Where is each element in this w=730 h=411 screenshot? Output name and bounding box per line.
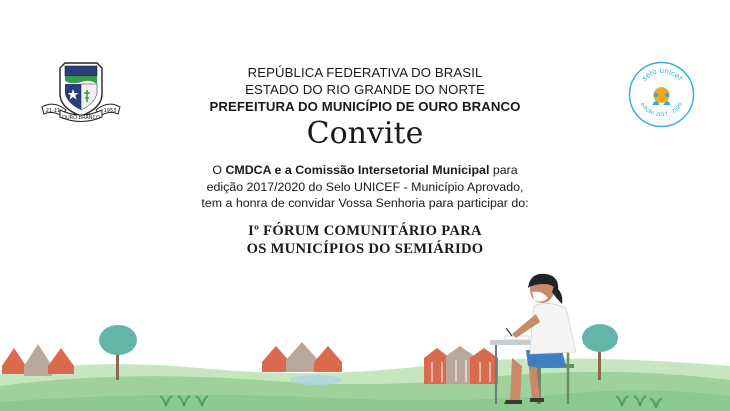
invitation-suffix: para	[489, 163, 518, 177]
houses-left	[2, 344, 74, 376]
ground-splash	[290, 375, 342, 385]
header-country: REPÚBLICA FEDERATIVA DO BRASIL	[247, 65, 483, 80]
seal-bottom-text: edição 2017 - 2020	[638, 101, 685, 119]
landscape-illustration	[0, 262, 730, 411]
invitation-line-3: tem a honra de convidar Vossa Senhoria para participar do:	[201, 196, 529, 210]
houses-right	[424, 346, 498, 384]
invitation-prefix: O	[212, 163, 226, 177]
invitation-text	[0, 162, 730, 212]
houses-center	[262, 342, 342, 372]
page-title: Convite	[306, 116, 424, 151]
crest-ribbon-right: 1953	[103, 108, 117, 114]
event-title-line-1: Iº FÓRUM COMUNITÁRIO PARA	[248, 223, 482, 239]
event-title-line-2: OS MUNICÍPIOS DO SEMIÁRIDO	[246, 241, 484, 257]
header-block	[0, 64, 730, 115]
invitation-line-2: edição 2017/2020 do Selo UNICEF - Município Aprovado,	[206, 179, 524, 194]
crest-ribbon-left: 21-11	[45, 108, 61, 114]
seal-top-text: selo unicef	[639, 65, 685, 83]
event-title	[0, 222, 730, 258]
header-municipality: PREFEITURA DO MUNICÍPIO DE OURO BRANCO	[209, 99, 521, 114]
crest-ribbon-center: OURO BRANCO	[62, 115, 100, 121]
invitation-organizations: CMDCA e a Comissão Intersetorial Municipal	[225, 163, 490, 177]
header-state: ESTADO DO RIO GRANDE DO NORTE	[245, 82, 485, 97]
invitation-line-1	[0, 162, 730, 179]
